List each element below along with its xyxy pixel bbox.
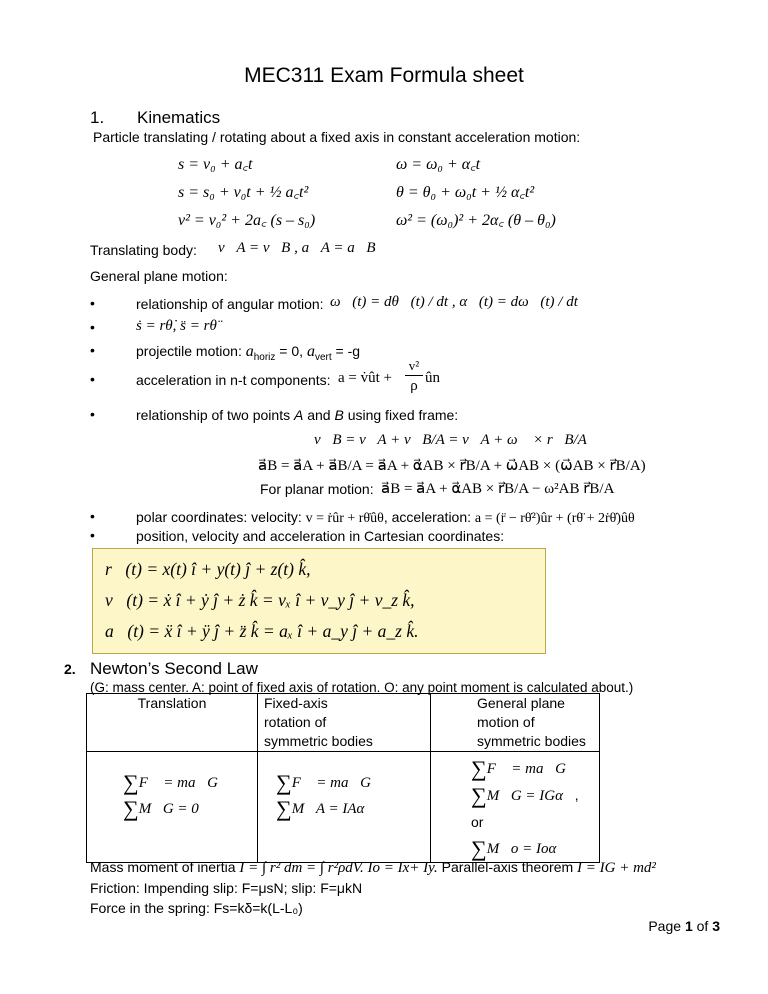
section-number: 1. — [90, 108, 105, 127]
current-page: 1 — [684, 918, 693, 934]
parallel-axis-eq: I = IG + md² — [577, 860, 656, 876]
projectile-vert-value: = -g — [335, 343, 361, 359]
sigma-symbol: ∑ — [471, 783, 487, 808]
polar-line — [136, 509, 635, 527]
section-heading: Kinematics — [137, 108, 221, 127]
page-title: MEC311 Exam Formula sheet — [244, 64, 524, 87]
two-points-rest: using fixed frame: — [347, 407, 459, 423]
table-header-translation — [87, 694, 258, 752]
inertia-eq: I = ∫ r² dm = ∫ r²ρdV. Io = Ix+ Iy. — [239, 860, 438, 876]
projectile-vert: vert — [314, 351, 332, 363]
angular-eq-1: ω = ω₀ + α꜀t — [396, 156, 481, 173]
force-eq: F⃗ = ma⃗G — [291, 775, 371, 791]
fixed-axis-equations — [258, 752, 431, 863]
projectile-horiz: horiz — [253, 351, 276, 363]
total-pages: 3 — [712, 918, 720, 934]
two-points-line — [136, 407, 458, 423]
cartesian-box — [92, 548, 546, 654]
nt-eq-pre: a = v̇ût + — [338, 370, 392, 386]
sigma-symbol: ∑ — [123, 796, 139, 821]
moment-eq: M⃗G = 0⃗ — [138, 801, 211, 817]
planar-motion-eq: a⃗B = a⃗A + α⃗AB × r⃗B/A − ω²AB r⃗B/A — [381, 481, 615, 497]
sigma-symbol: ∑ — [471, 836, 487, 861]
projectile-label: projectile motion: — [136, 343, 242, 359]
polar-acceleration-eq: a = (r̈ − rθ̇²)ûr + (rθ̈ + 2ṙθ̇)ûθ — [474, 511, 635, 526]
spring-line: Force in the spring: Fs=kδ=k(L-L₀) — [90, 900, 303, 916]
general-plane-label: General plane motion: — [90, 268, 228, 284]
velocity-eq: v⃗(t) = ẋ î + ẏ ĵ + ż k̂ = vₓ î + v_y ĵ + v_z k̂, — [105, 590, 415, 610]
nt-eq-den: ρ — [410, 378, 418, 394]
or-text: , or — [471, 787, 579, 830]
section-note: (G: mass center. A: point of fixed axis of rotation. O: any point moment is calculated about.) — [90, 680, 634, 695]
moment-eq: M⃗o = Ioα⃗ — [486, 841, 569, 857]
force-eq: F⃗ = ma⃗G — [486, 761, 566, 777]
angular-relationship-eq: ω⃗(t) = dθ⃗(t) / dt , α⃗(t) = dω⃗(t) / dt — [330, 294, 578, 310]
angular-eq-3: ω² = (ω₀)² + 2α꜀ (θ – θ₀) — [396, 212, 556, 229]
projectile-line — [136, 343, 360, 363]
header-label: Translation — [137, 695, 207, 711]
friction-line: Friction: Impending slip: F=μsN; slip: F=μkN — [90, 880, 363, 896]
planar-motion-label: For planar motion: — [260, 481, 374, 497]
header-label: symmetric bodies — [477, 733, 586, 749]
nt-eq-post: ûn — [425, 370, 440, 386]
newton-table — [86, 693, 600, 863]
acceleration-eq: a⃗(t) = ẍ î + ÿ ĵ + z̈ k̂ = aₓ î + a_y ĵ + a_z k̂. — [105, 621, 419, 641]
sigma-symbol: ∑ — [276, 796, 292, 821]
page-label: Page — [648, 918, 682, 934]
sigma-symbol: ∑ — [471, 756, 487, 781]
sigma-symbol: ∑ — [123, 770, 139, 795]
projectile-horiz-value: = 0, — [279, 343, 304, 359]
kinematic-eq-3: v² = v₀² + 2a꜀ (s – s₀) — [178, 212, 316, 229]
parallel-axis-label: Parallel-axis theorem — [441, 859, 574, 875]
header-label: General plane motion of — [477, 695, 565, 730]
bullet-icon: • — [90, 508, 95, 524]
translating-label: Translating body: — [90, 242, 197, 258]
projectile-a: a — [245, 343, 254, 360]
section-intro: Particle translating / rotating about a fixed axis in constant acceleration motion: — [93, 129, 581, 145]
angular-relationship-label: relationship of angular motion: — [136, 296, 324, 312]
two-points-label: relationship of two points — [136, 407, 291, 423]
page-number — [648, 918, 720, 934]
fraction-bar — [405, 375, 423, 376]
header-label: Fixed-axis — [264, 695, 328, 711]
inertia-line — [90, 859, 656, 877]
relative-velocity-eq: v⃗B = v⃗A + v⃗B/A = v⃗A + ω⃗ × r⃗B/A — [314, 432, 587, 448]
bullet-icon: • — [90, 342, 95, 358]
bullet-icon: • — [90, 371, 95, 387]
section-heading: Newton’s Second Law — [90, 659, 258, 678]
table-header-fixed-axis — [258, 694, 431, 752]
header-label: symmetric bodies — [264, 733, 373, 749]
translating-eq: v⃗A = v⃗B , a⃗A = a⃗B — [218, 240, 376, 256]
kinematic-eq-1: s = v₀ + a꜀t — [178, 156, 253, 173]
two-points-and: and — [307, 407, 331, 423]
nt-components-label: acceleration in n-t components: — [136, 372, 331, 388]
position-eq: r⃗(t) = x(t) î + y(t) ĵ + z(t) k̂, — [105, 559, 311, 579]
bullet-icon: • — [90, 319, 95, 335]
bullet-icon: • — [90, 295, 95, 311]
arc-length-eq: ṡ = rθ̇, s̈ = rθ̈ — [136, 318, 217, 334]
polar-velocity-label: polar coordinates: velocity: — [136, 509, 302, 525]
relative-acceleration-eq: a⃗B = a⃗A + a⃗B/A = a⃗A + α⃗AB × r⃗B/A + ω⃗AB × (ω⃗AB × r⃗B/A) — [258, 458, 646, 474]
bullet-icon: • — [90, 406, 95, 422]
bullet-icon: • — [90, 527, 95, 543]
section-number: 2. — [64, 661, 76, 677]
general-plane-equations — [431, 752, 600, 863]
polar-acceleration-label: , acceleration: — [383, 509, 472, 525]
cartesian-label: position, velocity and acceleration in Cartesian coordinates: — [136, 528, 505, 544]
point-a: A — [293, 407, 304, 423]
polar-velocity-eq: v = ṙûr + rθ̇ûθ — [305, 511, 384, 526]
moment-eq: M⃗G = IGα⃗ — [486, 788, 575, 804]
nt-eq-num: v² — [408, 358, 420, 373]
table-header-general-plane — [431, 694, 600, 752]
translation-equations — [87, 752, 258, 863]
point-b: B — [334, 407, 344, 423]
of-label: of — [696, 918, 709, 934]
force-eq: F⃗ = ma⃗G — [138, 775, 218, 791]
inertia-label: Mass moment of inertia — [90, 859, 236, 875]
projectile-a: a — [306, 343, 315, 360]
sigma-symbol: ∑ — [276, 770, 292, 795]
moment-eq: M⃗A = IAα⃗ — [291, 801, 377, 817]
header-label: rotation of — [264, 714, 327, 730]
angular-eq-2: θ = θ₀ + ω₀t + ½ α꜀t² — [396, 184, 535, 201]
kinematic-eq-2: s = s₀ + v₀t + ½ a꜀t² — [178, 184, 309, 201]
